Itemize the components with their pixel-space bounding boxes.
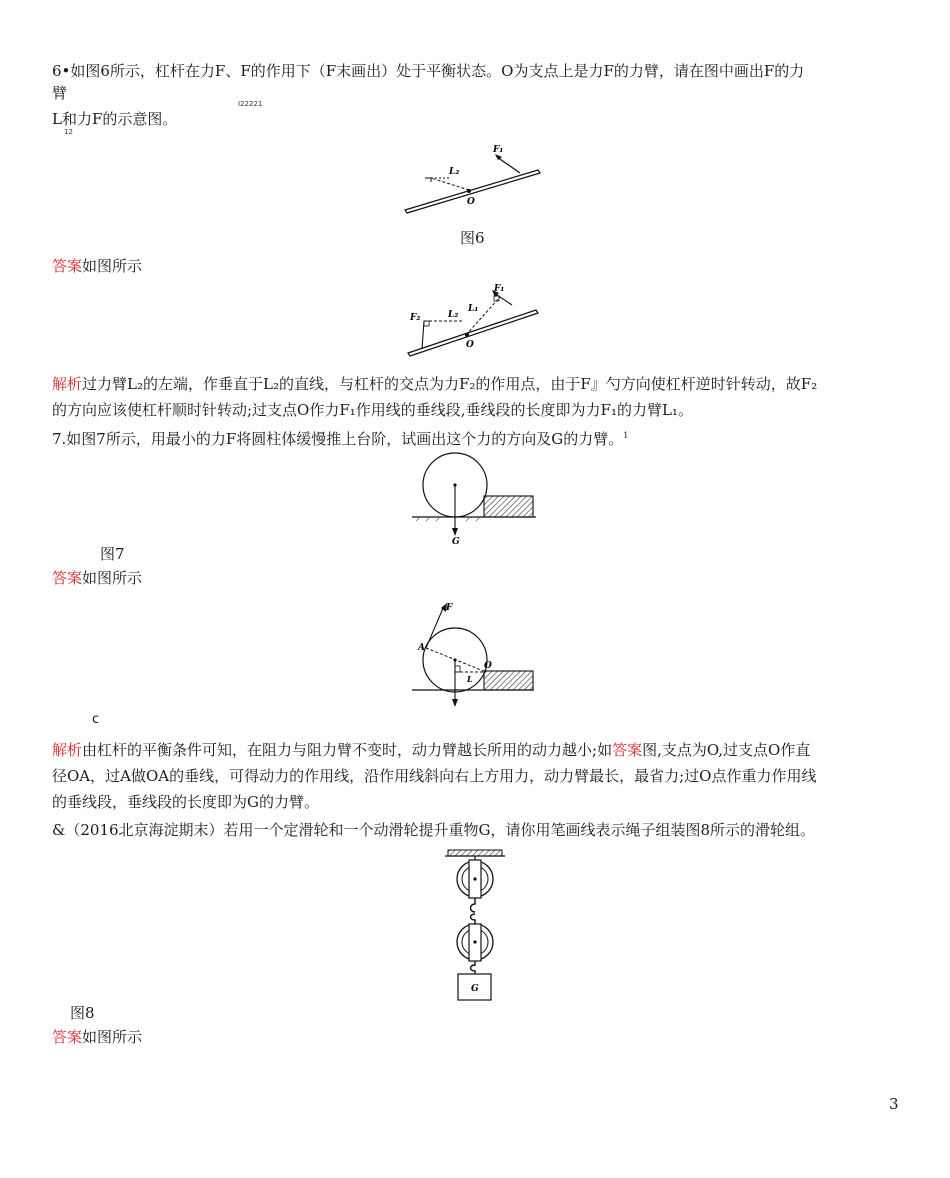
fig7a-label-o: O — [484, 661, 492, 671]
q7-analysis-line3: 的垂线段，垂线段的长度即为G的力臂。 — [52, 793, 319, 811]
q6-text-line3: L和力F的示意图。 — [52, 110, 178, 128]
answer-label: 答案 — [52, 1028, 83, 1046]
q6-text-line2: 臂 — [52, 84, 68, 102]
fig6-label-l2: L₂ — [449, 167, 460, 177]
fig7a-label-f: F — [446, 603, 453, 613]
fig6a-label-f1: F₁ — [494, 284, 505, 294]
fig7-label-g: G — [452, 537, 460, 547]
q6-analysis-line2: 的方向应该使杠杆顺时针转动;过支点O作力F₁作用线的垂线段,垂线段的长度即为力F₁的力臂L₁。 — [52, 401, 693, 419]
fig7-caption: 图7 — [100, 545, 125, 563]
fig8-caption: 图8 — [70, 1004, 95, 1022]
q6-answer — [52, 255, 142, 277]
q7-text-line1 — [52, 425, 628, 450]
analysis-text-c: 图,支点为O,过支点O作直 — [642, 741, 811, 759]
fig6a-label-o: O — [466, 340, 474, 350]
fig6a-label-l2: L₂ — [448, 310, 459, 320]
answer-text: 如图所示 — [82, 257, 143, 275]
stray-letter-c: c — [92, 712, 100, 727]
q6-tiny-mark-b: 12 — [64, 128, 73, 136]
q7-sup: 1 — [623, 431, 629, 440]
analysis-label: 解析 — [52, 741, 83, 759]
fig8-label-g: G — [471, 984, 479, 994]
q7-analysis-line1 — [52, 739, 810, 761]
q6-tiny-mark-a: I22221 — [238, 100, 263, 108]
q8-answer — [52, 1026, 142, 1048]
q7-question: 7.如图7所示，用最小的力F将圆柱体缓慢推上台阶，试画出这个力的方向及G的力臂。 — [52, 430, 624, 448]
analysis-text-a: 由杠杆的平衡条件可知，在阻力与阻力臂不变时，动力臂越长所用的动力越小;如 — [82, 741, 613, 759]
fig7a-label-a: A — [418, 643, 425, 653]
fig6a-label-f2: F₂ — [410, 313, 421, 323]
q6-analysis-line1 — [52, 373, 817, 395]
figure-7-answer-cylinder — [410, 600, 545, 710]
fig6-caption: 图6 — [460, 229, 485, 247]
analysis-inline-answer: 答案 — [612, 741, 643, 759]
figure-8-pulleys — [440, 848, 510, 1008]
answer-label: 答案 — [52, 569, 83, 587]
analysis-text: 过力臂L₂的左端，作垂直于L₂的直线，与杠杆的交点为力F₂的作用点，由于F』勺方向使杠杆逆时针转动，故F₂ — [82, 375, 818, 393]
q8-text-line1: &（2016北京海淀期末）若用一个定滑轮和一个动滑轮提升重物G，请你用笔画线表示绳子组装图8所示的滑轮组。 — [52, 821, 816, 839]
figure-6-answer-lever — [408, 283, 548, 358]
fig7a-label-l: L — [467, 674, 473, 684]
fig6a-label-l1: L₁ — [468, 304, 479, 314]
answer-text: 如图所示 — [82, 569, 143, 587]
answer-label: 答案 — [52, 257, 83, 275]
q7-answer — [52, 567, 142, 589]
figure-6-lever — [405, 140, 545, 220]
figure-7-cylinder — [412, 452, 542, 547]
fig6-label-f1: F₁ — [493, 145, 504, 155]
q7-analysis-line2: 径OA，过A做OA的垂线，可得动力的作用线，沿作用线斜向右上方用力，动力臂最长，最省力;过O点作重力作用线 — [52, 767, 817, 785]
answer-text: 如图所示 — [82, 1028, 143, 1046]
page-number: 3 — [889, 1095, 899, 1113]
fig6-label-o: O — [467, 197, 475, 207]
q6-text-line1: 6•如图6所示，杠杆在力F、F的作用下（F末画出）处于平衡状态。O为支点上是力F的力臂，请在图中画出F的力 — [52, 62, 805, 80]
analysis-label: 解析 — [52, 375, 83, 393]
